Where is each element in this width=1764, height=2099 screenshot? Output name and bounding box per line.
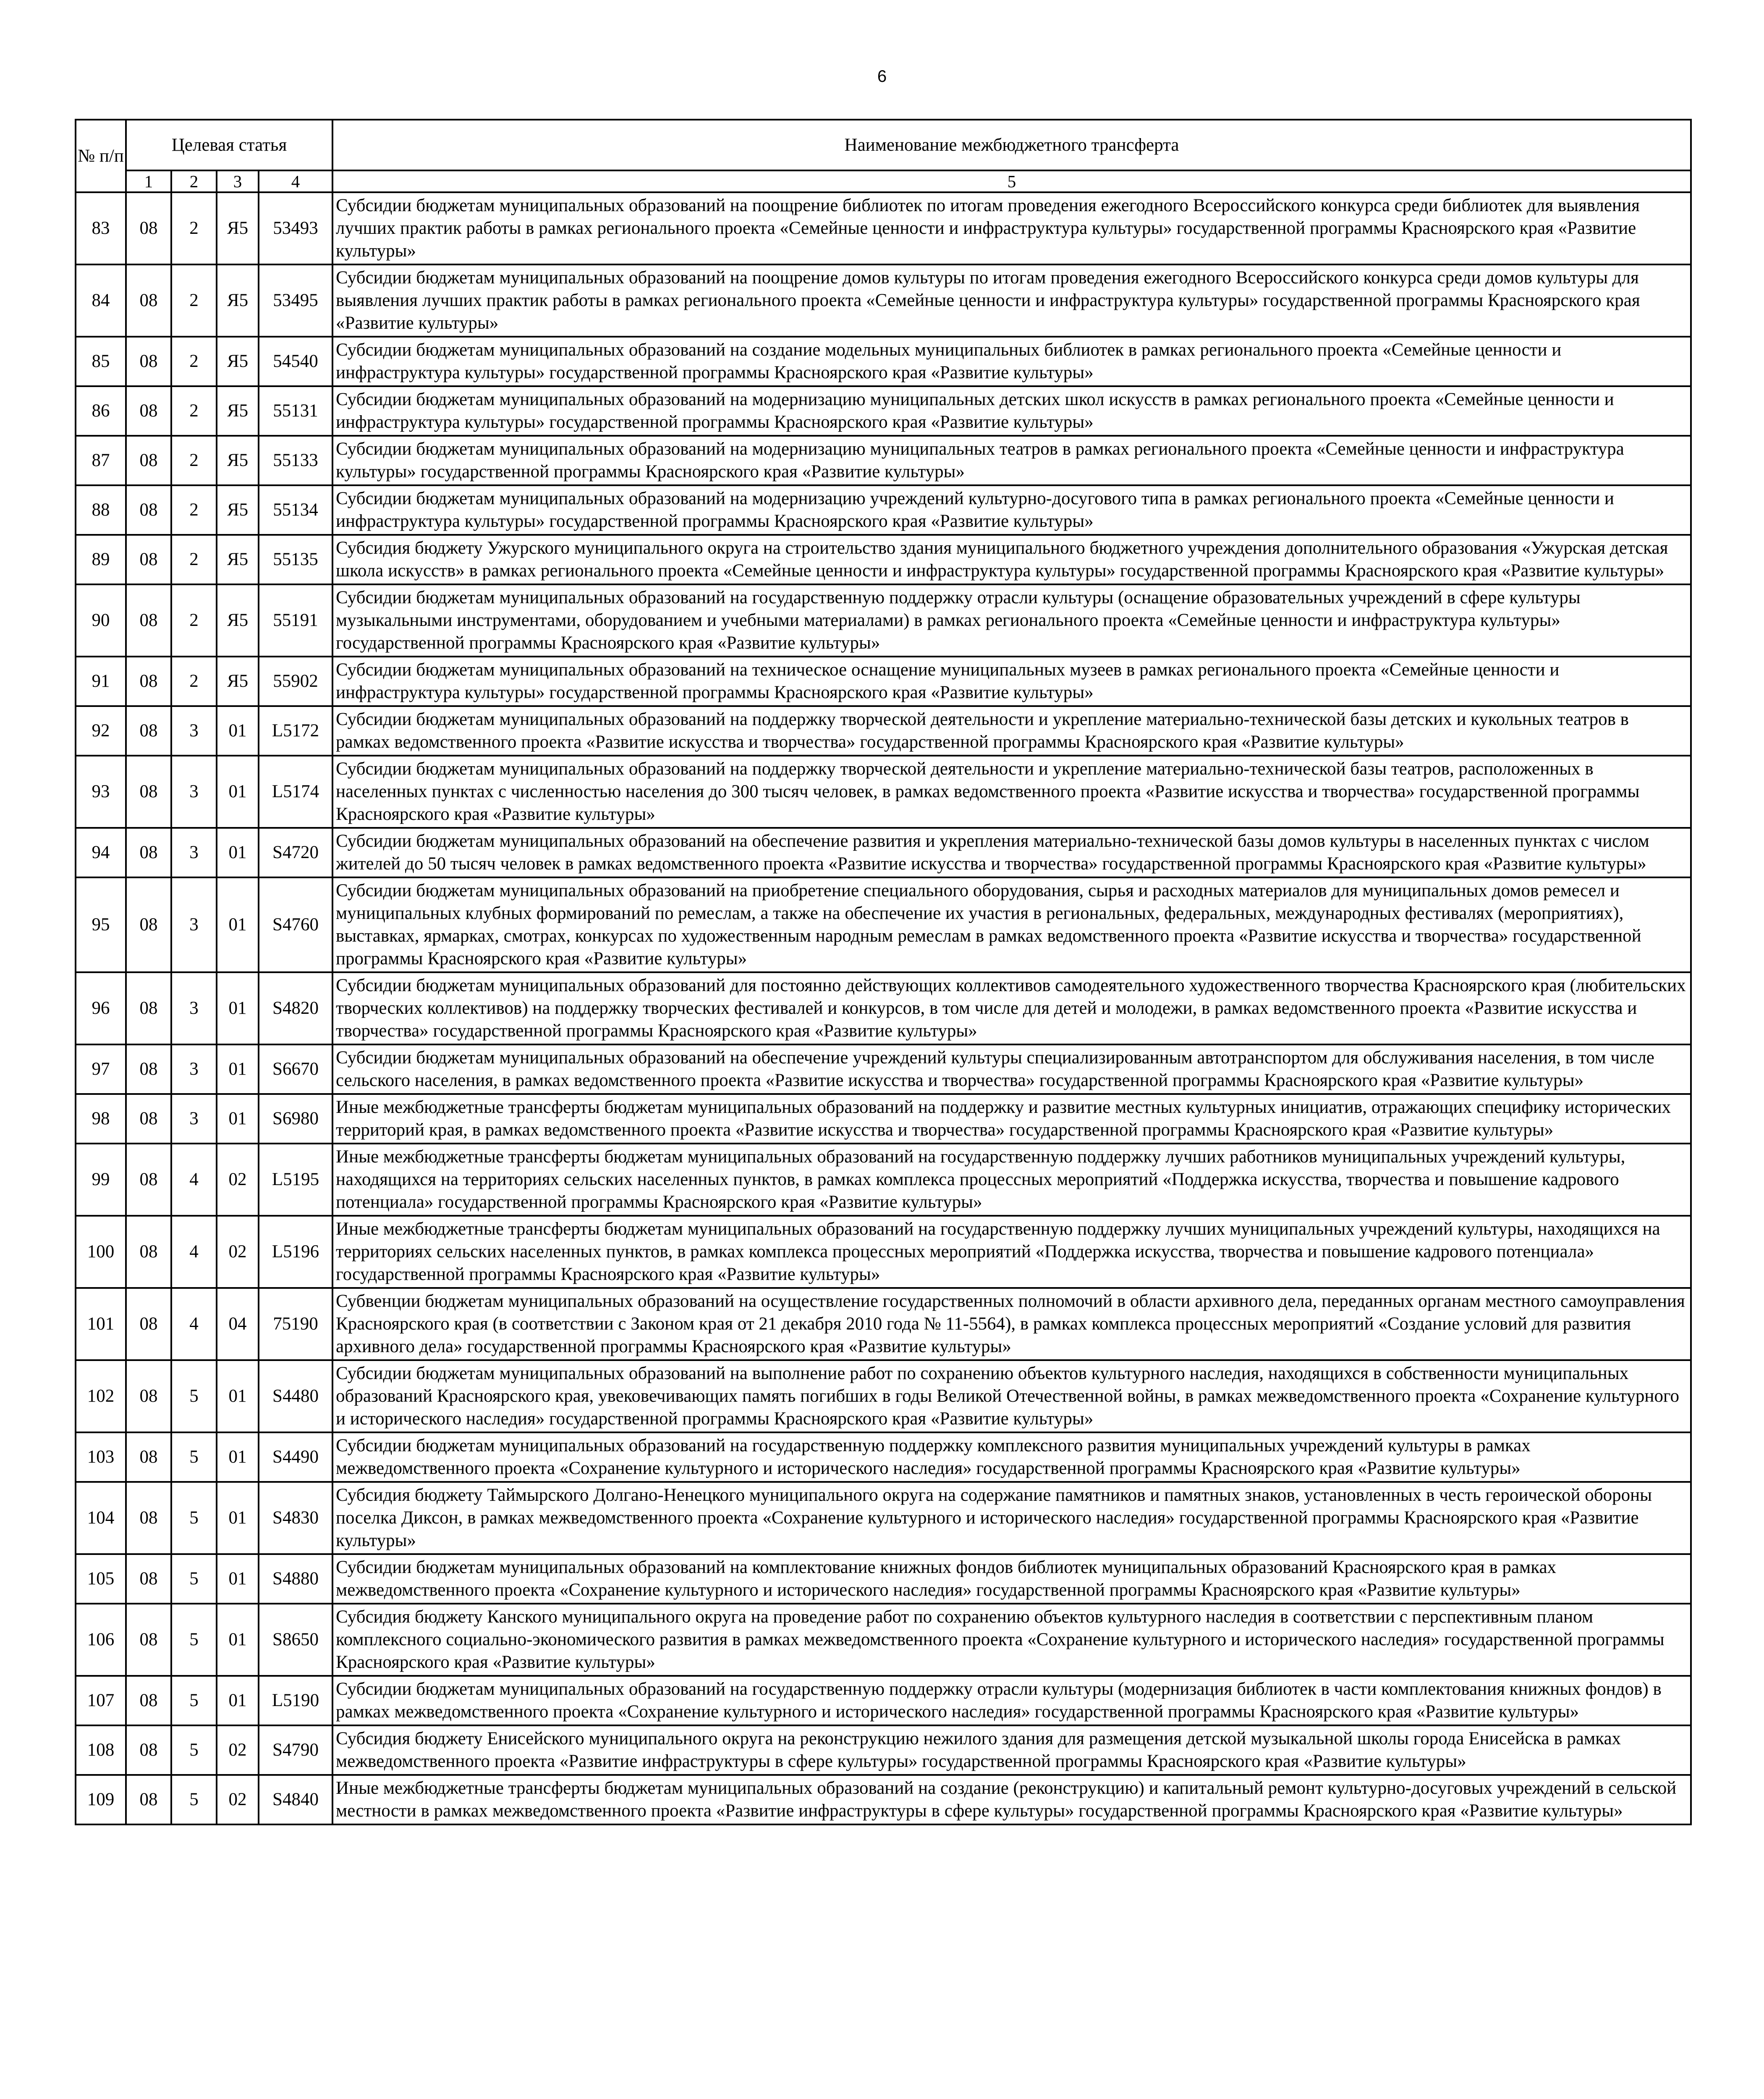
table-row <box>76 1094 1691 1144</box>
code-direction-cell: 55902 <box>259 657 332 706</box>
transfer-name-cell: Субсидии бюджетам муниципальных образований на модернизацию учреждений культурно-досугового типа в рамках регионального проекта «Семейные ценности и инфраструктура культуры» государственной программы Красноярского края «Развитие культуры» <box>332 485 1691 535</box>
table-row <box>76 1482 1691 1554</box>
code-section-cell: 08 <box>126 828 171 877</box>
table-row <box>76 584 1691 657</box>
code-section-cell: 08 <box>126 337 171 386</box>
table-row <box>76 706 1691 756</box>
code-section-cell: 08 <box>126 1044 171 1094</box>
code-direction-cell: 55131 <box>259 386 332 436</box>
row-number-cell: 90 <box>76 584 126 657</box>
row-number-cell: 86 <box>76 386 126 436</box>
code-project-cell: 01 <box>217 877 259 972</box>
table-row <box>76 1676 1691 1725</box>
code-direction-cell: L5174 <box>259 756 332 828</box>
code-section-cell: 08 <box>126 1216 171 1288</box>
transfers-table <box>75 119 1692 1825</box>
code-direction-cell: S4720 <box>259 828 332 877</box>
code-direction-cell: S4480 <box>259 1360 332 1432</box>
code-section-cell: 08 <box>126 706 171 756</box>
table-row <box>76 1604 1691 1676</box>
code-program-cell: 2 <box>171 337 217 386</box>
code-project-cell: 01 <box>217 1094 259 1144</box>
code-project-cell: 01 <box>217 1360 259 1432</box>
code-direction-cell: 53493 <box>259 192 332 264</box>
table-row <box>76 657 1691 706</box>
code-project-cell: 01 <box>217 706 259 756</box>
transfer-name-cell: Иные межбюджетные трансферты бюджетам муниципальных образований на государственную поддержку лучших работников муниципальных учреждений культуры, находящихся на территориях сельских населенных пунктов, в рамках комплекса процессных мероприятий «Поддержка искусства, творчества и повышение кадрового потенциала» государственной программы Красноярского края «Развитие культуры» <box>332 1144 1691 1216</box>
code-project-cell: 01 <box>217 1554 259 1604</box>
row-number-cell: 95 <box>76 877 126 972</box>
table-row <box>76 337 1691 386</box>
row-number-cell: 99 <box>76 1144 126 1216</box>
code-direction-cell: 53495 <box>259 264 332 337</box>
transfer-name-cell: Субсидии бюджетам муниципальных образований на государственную поддержку отрасли культуры (модернизация библиотек в части комплектования книжных фондов) в рамках межведомственного проекта «Сохранение культурного и исторического наследия» государственной программы Красноярского края «Развитие культуры» <box>332 1676 1691 1725</box>
code-program-cell: 2 <box>171 436 217 485</box>
transfer-name-cell: Субсидии бюджетам муниципальных образований на выполнение работ по сохранению объектов культурного наследия, находящихся в собственности муниципальных образований Красноярского края, увековечивающих память погибших в годы Великой Отечественной войны, в рамках межведомственного проекта «Сохранение культурного и исторического наследия» государственной программы Красноярского края «Развитие культуры» <box>332 1360 1691 1432</box>
table-row <box>76 264 1691 337</box>
transfer-name-cell: Субсидии бюджетам муниципальных образований на поощрение библиотек по итогам проведения ежегодного Всероссийского конкурса среди библиотек для выявления лучших практик работы в рамках регионального проекта «Семейные ценности и инфраструктура культуры» государственной программы Красноярского края «Развитие культуры» <box>332 192 1691 264</box>
row-number-cell: 96 <box>76 972 126 1044</box>
code-section-cell: 08 <box>126 1775 171 1824</box>
code-direction-cell: 54540 <box>259 337 332 386</box>
transfer-name-cell: Субсидия бюджету Канского муниципального округа на проведение работ по сохранению объектов культурного наследия в соответствии с перспективным планом комплексного социально-экономического развития в рамках межведомственного проекта «Сохранение культурного и исторического наследия» государственной программы Красноярского края «Развитие культуры» <box>332 1604 1691 1676</box>
transfer-name-cell: Субсидии бюджетам муниципальных образований на комплектование книжных фондов библиотек муниципальных образований Красноярского края в рамках межведомственного проекта «Сохранение культурного и исторического наследия» государственной программы Красноярского края «Развитие культуры» <box>332 1554 1691 1604</box>
row-number-cell: 87 <box>76 436 126 485</box>
code-direction-cell: S4790 <box>259 1725 332 1775</box>
code-project-cell: Я5 <box>217 264 259 337</box>
code-project-cell: 04 <box>217 1288 259 1360</box>
code-direction-cell: L5172 <box>259 706 332 756</box>
table-row <box>76 386 1691 436</box>
code-project-cell: 01 <box>217 972 259 1044</box>
row-number-cell: 101 <box>76 1288 126 1360</box>
transfer-name-cell: Субсидии бюджетам муниципальных образований на государственную поддержку комплексного развития муниципальных учреждений культуры в рамках межведомственного проекта «Сохранение культурного и исторического наследия» государственной программы Красноярского края «Развитие культуры» <box>332 1432 1691 1482</box>
row-number-cell: 98 <box>76 1094 126 1144</box>
code-project-cell: Я5 <box>217 386 259 436</box>
code-direction-cell: S4760 <box>259 877 332 972</box>
row-number-cell: 94 <box>76 828 126 877</box>
header-transfer-name: Наименование межбюджетного трансферта <box>332 120 1691 170</box>
code-project-cell: 02 <box>217 1216 259 1288</box>
code-section-cell: 08 <box>126 264 171 337</box>
code-program-cell: 2 <box>171 485 217 535</box>
code-program-cell: 5 <box>171 1604 217 1676</box>
code-section-cell: 08 <box>126 972 171 1044</box>
row-number-cell: 103 <box>76 1432 126 1482</box>
code-project-cell: 02 <box>217 1775 259 1824</box>
transfer-name-cell: Субсидия бюджету Таймырского Долгано-Ненецкого муниципального округа на содержание памятников и памятных знаков, установленных в честь героической обороны поселка Диксон, в рамках межведомственного проекта «Сохранение культурного и исторического наследия» государственной программы Красноярского края «Развитие культуры» <box>332 1482 1691 1554</box>
column-number: 4 <box>259 170 332 192</box>
table-row <box>76 1725 1691 1775</box>
code-section-cell: 08 <box>126 756 171 828</box>
table-body <box>76 192 1691 1824</box>
table-row <box>76 1144 1691 1216</box>
code-project-cell: Я5 <box>217 337 259 386</box>
transfer-name-cell: Субсидии бюджетам муниципальных образований на техническое оснащение муниципальных музеев в рамках регионального проекта «Семейные ценности и инфраструктура культуры» государственной программы Красноярского края «Развитие культуры» <box>332 657 1691 706</box>
row-number-cell: 104 <box>76 1482 126 1554</box>
transfer-name-cell: Иные межбюджетные трансферты бюджетам муниципальных образований на государственную поддержку лучших муниципальных учреждений культуры, находящихся на территориях сельских населенных пунктов, в рамках комплекса процессных мероприятий «Поддержка искусства, творчества и повышение кадрового потенциала» государственной программы Красноярского края «Развитие культуры» <box>332 1216 1691 1288</box>
column-number: 1 <box>126 170 171 192</box>
code-project-cell: Я5 <box>217 436 259 485</box>
code-program-cell: 3 <box>171 1094 217 1144</box>
code-program-cell: 2 <box>171 192 217 264</box>
table-column-numbers-row <box>76 170 1691 192</box>
table-row <box>76 828 1691 877</box>
page-number: 6 <box>877 67 887 86</box>
row-number-cell: 108 <box>76 1725 126 1775</box>
transfer-name-cell: Субсидии бюджетам муниципальных образований на модернизацию муниципальных театров в рамках регионального проекта «Семейные ценности и инфраструктура культуры» государственной программы Красноярского края «Развитие культуры» <box>332 436 1691 485</box>
table-row <box>76 877 1691 972</box>
transfer-name-cell: Субсидии бюджетам муниципальных образований на создание модельных муниципальных библиотек в рамках регионального проекта «Семейные ценности и инфраструктура культуры» государственной программы Красноярского края «Развитие культуры» <box>332 337 1691 386</box>
code-section-cell: 08 <box>126 436 171 485</box>
code-direction-cell: 75190 <box>259 1288 332 1360</box>
transfer-name-cell: Субсидии бюджетам муниципальных образований на модернизацию муниципальных детских школ искусств в рамках регионального проекта «Семейные ценности и инфраструктура культуры» государственной программы Красноярского края «Развитие культуры» <box>332 386 1691 436</box>
code-section-cell: 08 <box>126 877 171 972</box>
table-row <box>76 972 1691 1044</box>
table-row <box>76 192 1691 264</box>
table-row <box>76 1775 1691 1824</box>
code-direction-cell: 55133 <box>259 436 332 485</box>
row-number-cell: 85 <box>76 337 126 386</box>
code-program-cell: 3 <box>171 756 217 828</box>
transfer-name-cell: Субвенции бюджетам муниципальных образований на осуществление государственных полномочий в области архивного дела, переданных органам местного самоуправления Красноярского края (в соответствии с Законом края от 21 декабря 2010 года № 11-5564), в рамках комплекса процессных мероприятий «Создание условий для развития архивного дела» государственной программы Красноярского края «Развитие культуры» <box>332 1288 1691 1360</box>
code-program-cell: 3 <box>171 828 217 877</box>
row-number-cell: 89 <box>76 535 126 584</box>
code-direction-cell: S6670 <box>259 1044 332 1094</box>
code-program-cell: 4 <box>171 1288 217 1360</box>
code-direction-cell: 55191 <box>259 584 332 657</box>
column-number: 3 <box>217 170 259 192</box>
row-number-cell: 106 <box>76 1604 126 1676</box>
code-direction-cell: S6980 <box>259 1094 332 1144</box>
table-row <box>76 1432 1691 1482</box>
code-program-cell: 5 <box>171 1360 217 1432</box>
code-section-cell: 08 <box>126 1482 171 1554</box>
row-number-cell: 105 <box>76 1554 126 1604</box>
row-number-cell: 84 <box>76 264 126 337</box>
table-row <box>76 1288 1691 1360</box>
code-direction-cell: S4820 <box>259 972 332 1044</box>
row-number-cell: 102 <box>76 1360 126 1432</box>
code-program-cell: 4 <box>171 1216 217 1288</box>
header-target-item: Целевая статья <box>126 120 332 170</box>
transfer-name-cell: Иные межбюджетные трансферты бюджетам муниципальных образований на создание (реконструкцию) и капитальный ремонт культурно-досуговых учреждений в сельской местности в рамках межведомственного проекта «Развитие инфраструктуры в сфере культуры» государственной программы Красноярского края «Развитие культуры» <box>332 1775 1691 1824</box>
code-project-cell: Я5 <box>217 535 259 584</box>
code-program-cell: 3 <box>171 972 217 1044</box>
transfer-name-cell: Субсидии бюджетам муниципальных образований на обеспечение учреждений культуры специализированным автотранспортом для обслуживания населения, в том числе сельского населения, в рамках ведомственного проекта «Развитие искусства и творчества» государственной программы Красноярского края «Развитие культуры» <box>332 1044 1691 1094</box>
code-section-cell: 08 <box>126 192 171 264</box>
code-project-cell: Я5 <box>217 192 259 264</box>
transfer-name-cell: Субсидии бюджетам муниципальных образований на поддержку творческой деятельности и укрепление материально-технической базы детских и кукольных театров в рамках ведомственного проекта «Развитие искусства и творчества» государственной программы Красноярского края «Развитие культуры» <box>332 706 1691 756</box>
code-program-cell: 5 <box>171 1676 217 1725</box>
code-program-cell: 2 <box>171 386 217 436</box>
code-direction-cell: L5190 <box>259 1676 332 1725</box>
code-project-cell: Я5 <box>217 657 259 706</box>
code-project-cell: 01 <box>217 1676 259 1725</box>
code-program-cell: 3 <box>171 877 217 972</box>
code-program-cell: 5 <box>171 1554 217 1604</box>
code-direction-cell: 55134 <box>259 485 332 535</box>
header-row-number: № п/п <box>76 120 126 192</box>
table-row <box>76 756 1691 828</box>
code-program-cell: 4 <box>171 1144 217 1216</box>
code-section-cell: 08 <box>126 1094 171 1144</box>
code-direction-cell: L5196 <box>259 1216 332 1288</box>
table-row <box>76 436 1691 485</box>
code-section-cell: 08 <box>126 485 171 535</box>
code-project-cell: 02 <box>217 1725 259 1775</box>
code-section-cell: 08 <box>126 1676 171 1725</box>
row-number-cell: 91 <box>76 657 126 706</box>
code-program-cell: 2 <box>171 657 217 706</box>
transfer-name-cell: Субсидии бюджетам муниципальных образований на приобретение специального оборудования, сырья и расходных материалов для муниципальных домов ремесел и муниципальных клубных формирований по ремеслам, а также на обеспечение их участия в региональных, федеральных, международных фестивалях (мероприятиях), выставках, ярмарках, смотрах, конкурсах по художественным народным ремеслам в рамках ведомственного проекта «Развитие искусства и творчества» государственной программы Красноярского края «Развитие культуры» <box>332 877 1691 972</box>
code-program-cell: 2 <box>171 535 217 584</box>
code-project-cell: 01 <box>217 1482 259 1554</box>
code-project-cell: 01 <box>217 828 259 877</box>
transfer-name-cell: Субсидии бюджетам муниципальных образований на поощрение домов культуры по итогам проведения ежегодного Всероссийского конкурса среди домов культуры для выявления лучших практик работы в рамках регионального проекта «Семейные ценности и инфраструктура культуры» государственной программы Красноярского края «Развитие культуры» <box>332 264 1691 337</box>
row-number-cell: 83 <box>76 192 126 264</box>
code-section-cell: 08 <box>126 1288 171 1360</box>
transfer-name-cell: Субсидии бюджетам муниципальных образований на государственную поддержку отрасли культуры (оснащение образовательных учреждений в сфере культуры музыкальными инструментами, оборудованием и учебными материалами) в рамках регионального проекта «Семейные ценности и инфраструктура культуры» государственной программы Красноярского края «Развитие культуры» <box>332 584 1691 657</box>
transfer-name-cell: Субсидия бюджету Енисейского муниципального округа на реконструкцию нежилого здания для размещения детской музыкальной школы города Енисейска в рамках межведомственного проекта «Развитие инфраструктуры в сфере культуры» государственной программы Красноярского края «Развитие культуры» <box>332 1725 1691 1775</box>
table-row <box>76 485 1691 535</box>
transfer-name-cell: Иные межбюджетные трансферты бюджетам муниципальных образований на поддержку и развитие местных культурных инициатив, отражающих специфику исторических территорий края, в рамках ведомственного проекта «Развитие искусства и творчества» государственной программы Красноярского края «Развитие культуры» <box>332 1094 1691 1144</box>
row-number-cell: 97 <box>76 1044 126 1094</box>
code-project-cell: Я5 <box>217 584 259 657</box>
row-number-cell: 93 <box>76 756 126 828</box>
table-row <box>76 1044 1691 1094</box>
table-row <box>76 1216 1691 1288</box>
code-project-cell: 01 <box>217 1044 259 1094</box>
code-section-cell: 08 <box>126 1432 171 1482</box>
code-direction-cell: L5195 <box>259 1144 332 1216</box>
code-program-cell: 3 <box>171 706 217 756</box>
code-project-cell: Я5 <box>217 485 259 535</box>
code-section-cell: 08 <box>126 657 171 706</box>
code-direction-cell: S4490 <box>259 1432 332 1482</box>
table-header-row <box>76 120 1691 170</box>
transfer-name-cell: Субсидия бюджету Ужурского муниципального округа на строительство здания муниципального бюджетного учреждения дополнительного образования «Ужурская детская школа искусств» в рамках регионального проекта «Семейные ценности и инфраструктура культуры» государственной программы Красноярского края «Развитие культуры» <box>332 535 1691 584</box>
code-section-cell: 08 <box>126 1554 171 1604</box>
column-number: 2 <box>171 170 217 192</box>
code-direction-cell: S4830 <box>259 1482 332 1554</box>
code-program-cell: 5 <box>171 1432 217 1482</box>
table-row <box>76 535 1691 584</box>
code-section-cell: 08 <box>126 1360 171 1432</box>
row-number-cell: 88 <box>76 485 126 535</box>
transfer-name-cell: Субсидии бюджетам муниципальных образований на обеспечение развития и укрепления материально-технической базы домов культуры в населенных пунктах с числом жителей до 50 тысяч человек в рамках ведомственного проекта «Развитие искусства и творчества» государственной программы Красноярского края «Развитие культуры» <box>332 828 1691 877</box>
code-project-cell: 02 <box>217 1144 259 1216</box>
code-section-cell: 08 <box>126 1144 171 1216</box>
code-section-cell: 08 <box>126 1604 171 1676</box>
code-section-cell: 08 <box>126 584 171 657</box>
table-row <box>76 1554 1691 1604</box>
row-number-cell: 92 <box>76 706 126 756</box>
table-row <box>76 1360 1691 1432</box>
code-section-cell: 08 <box>126 535 171 584</box>
row-number-cell: 100 <box>76 1216 126 1288</box>
transfer-name-cell: Субсидии бюджетам муниципальных образований для постоянно действующих коллективов самодеятельного художественного творчества Красноярского края (любительских творческих коллективов) на поддержку творческих фестивалей и конкурсов, в том числе для детей и молодежи, в рамках ведомственного проекта «Развитие искусства и творчества» государственной программы Красноярского края «Развитие культуры» <box>332 972 1691 1044</box>
code-program-cell: 3 <box>171 1044 217 1094</box>
code-program-cell: 5 <box>171 1725 217 1775</box>
code-project-cell: 01 <box>217 1432 259 1482</box>
code-direction-cell: S4880 <box>259 1554 332 1604</box>
code-section-cell: 08 <box>126 386 171 436</box>
row-number-cell: 109 <box>76 1775 126 1824</box>
code-direction-cell: S4840 <box>259 1775 332 1824</box>
code-program-cell: 5 <box>171 1482 217 1554</box>
code-direction-cell: 55135 <box>259 535 332 584</box>
code-direction-cell: S8650 <box>259 1604 332 1676</box>
row-number-cell: 107 <box>76 1676 126 1725</box>
code-project-cell: 01 <box>217 756 259 828</box>
transfer-name-cell: Субсидии бюджетам муниципальных образований на поддержку творческой деятельности и укрепление материально-технической базы театров, расположенных в населенных пунктах с численностью населения до 300 тысяч человек, в рамках ведомственного проекта «Развитие искусства и творчества» государственной программы Красноярского края «Развитие культуры» <box>332 756 1691 828</box>
code-program-cell: 2 <box>171 264 217 337</box>
code-section-cell: 08 <box>126 1725 171 1775</box>
code-program-cell: 2 <box>171 584 217 657</box>
code-program-cell: 5 <box>171 1775 217 1824</box>
code-project-cell: 01 <box>217 1604 259 1676</box>
column-number: 5 <box>332 170 1691 192</box>
